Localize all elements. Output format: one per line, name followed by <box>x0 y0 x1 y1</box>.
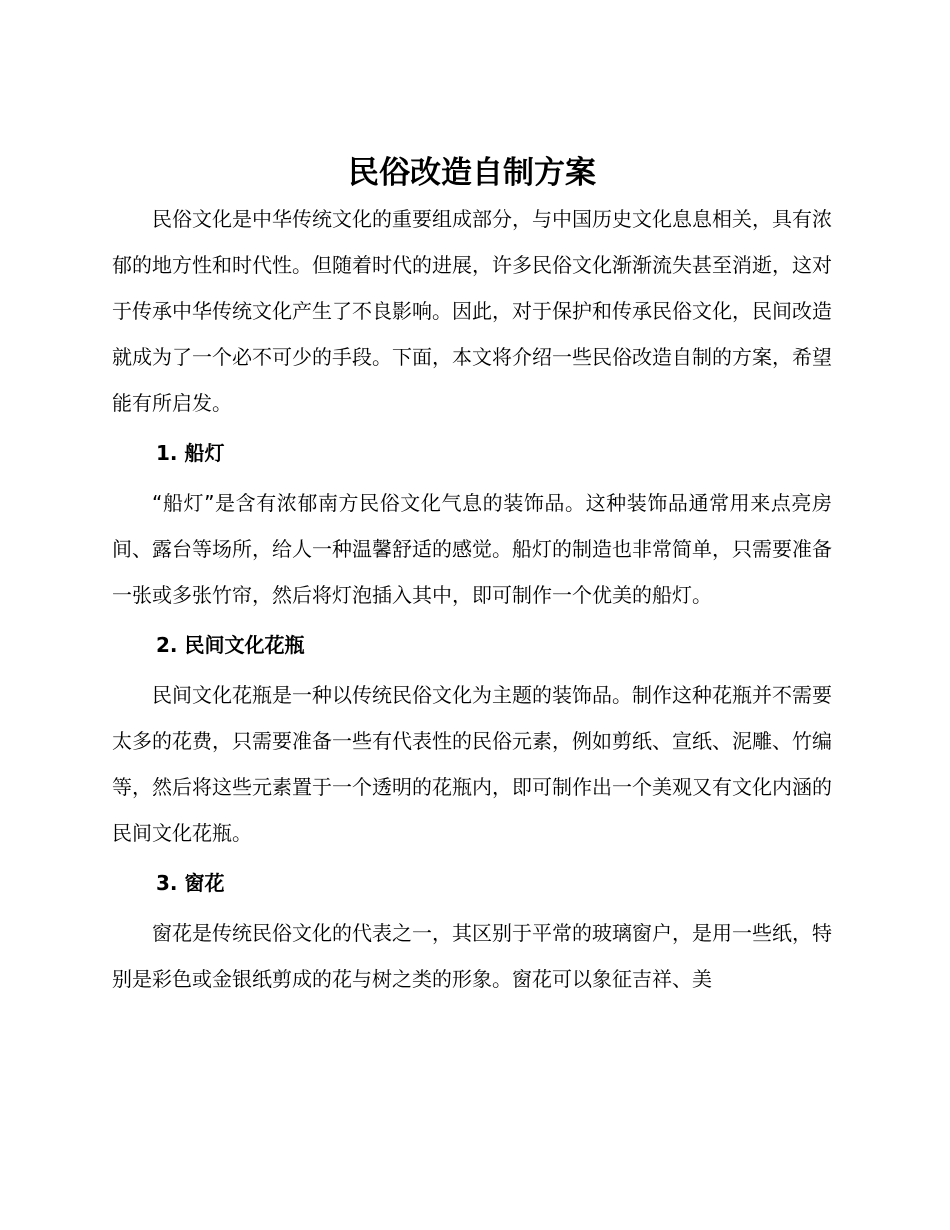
intro-paragraph: 民俗文化是中华传统文化的重要组成部分，与中国历史文化息息相关，具有浓郁的地方性和时代性。但随着时代的进展，许多民俗文化渐渐流失甚至消逝，这对于传承中华传统文化产生了不良影响。因此，对于保护和传承民俗文化，民间改造就成为了一个必不可少的手段。下面，本文将介绍一些民俗改造自制的方案，希望能有所启发。 <box>112 207 832 415</box>
section-body-window-flower: 窗花是传统民俗文化的代表之一，其区别于平常的玻璃窗户，是用一些纸，特别是彩色或金银纸剪成的花与树之类的形象。窗花可以象征吉祥、美 <box>112 921 832 991</box>
document-title: 民俗改造自制方案 <box>348 155 596 191</box>
document-body <box>112 150 832 1002</box>
section-body-folk-vase: 民间文化花瓶是一种以传统民俗文化为主题的装饰品。制作这种花瓶并不需要太多的花费，只需要准备一些有代表性的民俗元素，例如剪纸、宣纸、泥雕、竹编等，然后将这些元素置于一个透明的花瓶内，即可制作出一个美观又有文化内涵的民间文化花瓶。 <box>112 683 832 845</box>
section-heading-window-flower: 3. 窗花 <box>156 871 225 895</box>
section-heading-boat-lantern: 1. 船灯 <box>156 441 225 465</box>
section-body-boat-lantern: “船灯”是含有浓郁南方民俗文化气息的装饰品。这种装饰品通常用来点亮房间、露台等场所，给人一种温馨舒适的感觉。船灯的制造也非常简单，只需要准备一张或多张竹帘，然后将灯泡插入其中，即可制作一个优美的船灯。 <box>112 491 832 607</box>
section-heading-folk-vase: 2. 民间文化花瓶 <box>156 633 305 657</box>
